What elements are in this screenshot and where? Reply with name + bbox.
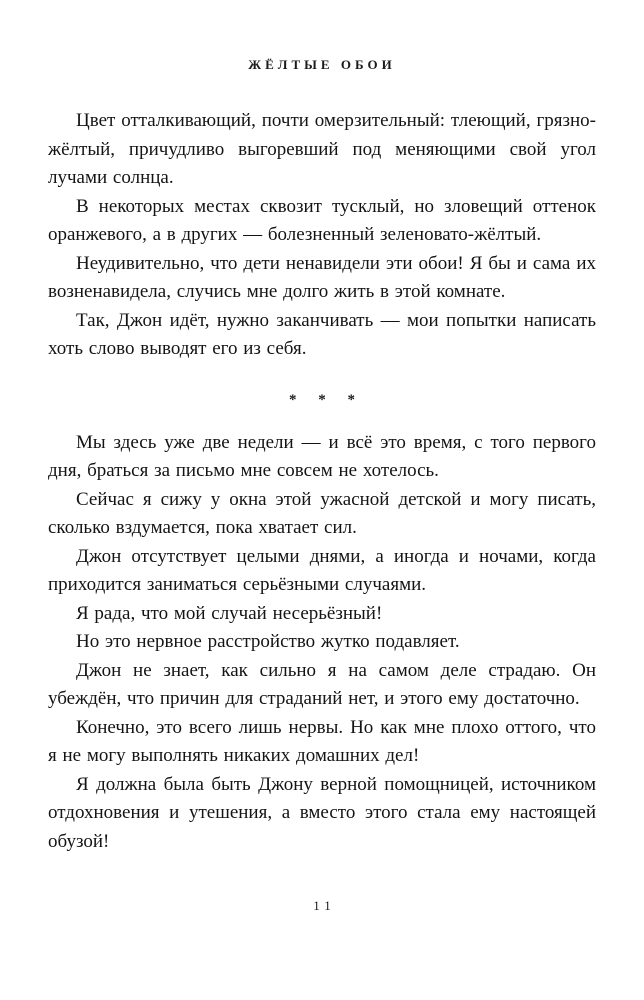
text-body bbox=[48, 107, 596, 856]
paragraph: Цвет отталкивающий, почти омерзительный: тлеющий, грязно-жёлтый, причудливо выгоревший под меняющими свой угол лучами солнца. bbox=[48, 110, 596, 188]
section-separator: * * * bbox=[289, 391, 364, 408]
paragraph: Но это нервное расстройство жутко подавляет. bbox=[76, 631, 460, 652]
page-number: 11 bbox=[313, 898, 336, 913]
paragraph: Так, Джон идёт, нужно заканчивать — мои попытки написать хоть слово выводят его из себя. bbox=[48, 309, 596, 359]
paragraph: Конечно, это всего лишь нервы. Но как мне плохо оттого, что я не могу выполнять никаких домашних дел! bbox=[48, 716, 596, 766]
paragraph: Мы здесь уже две недели — и всё это время, с того первого дня, браться за письмо мне совсем не хотелось. bbox=[48, 431, 596, 481]
paragraph: Неудивительно, что дети ненавидели эти обои! Я бы и сама их возненавидела, случись мне долго жить в этой комнате. bbox=[48, 252, 596, 302]
paragraph: Сейчас я сижу у окна этой ужасной детской и могу писать, сколько вздумается, пока хватает сил. bbox=[48, 488, 596, 538]
section-two bbox=[48, 429, 596, 857]
paragraph: Джон отсутствует целыми днями, а иногда и ночами, когда приходится заниматься серьёзными случаями. bbox=[48, 545, 596, 595]
section-one bbox=[48, 107, 596, 364]
paragraph: Джон не знает, как сильно я на самом деле страдаю. Он убеждён, что причин для страданий нет, и этого ему достаточно. bbox=[48, 659, 596, 709]
running-head: ЖЁЛТЫЕ ОБОИ bbox=[248, 57, 396, 72]
paragraph: Я рада, что мой случай несерьёзный! bbox=[76, 602, 383, 624]
paragraph: Я должна была быть Джону верной помощницей, источником отдохновения и утешения, а вместо этого стала ему настоящей обузой! bbox=[48, 773, 596, 852]
paragraph: В некоторых местах сквозит тусклый, но зловещий оттенок оранжевого, а в других — болезненный зеленовато-жёлтый. bbox=[48, 195, 596, 245]
